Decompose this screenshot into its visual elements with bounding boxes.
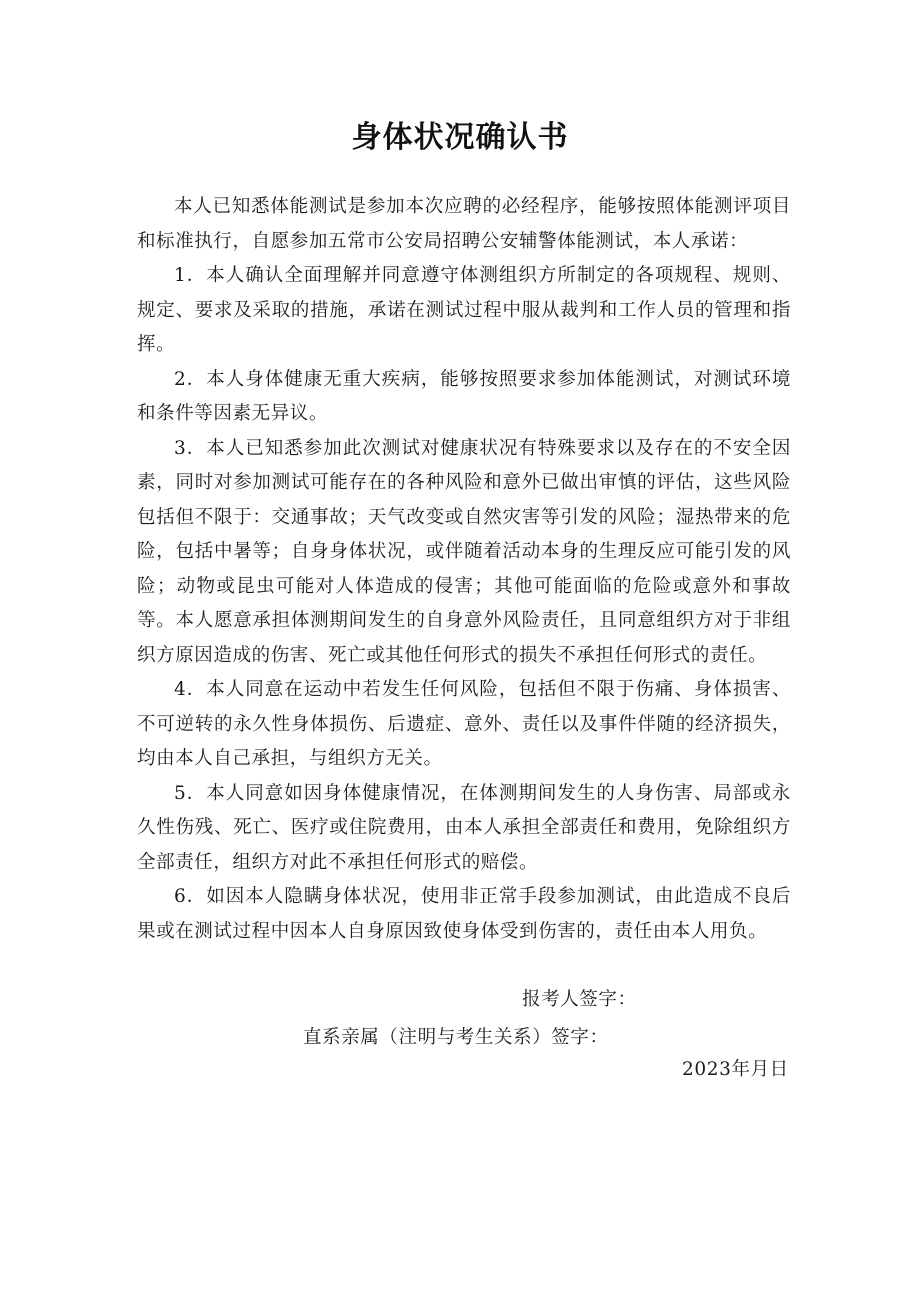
commitment-item-6: 6．如因本人隐瞒身体状况，使用非正常手段参加测试，由此造成不良后果或在测试过程中因本人自身原因致使身体受到伤害的，责任由本人用负。 [137,886,791,942]
commitment-item-1: 1．本人确认全面理解并同意遵守体测组织方所制定的各项规程、规则、规定、要求及采取的措施，承诺在测试过程中服从裁判和工作人员的管理和指挥。 [137,265,791,355]
commitment-item-5: 5．本人同意如因身体健康情况，在体测期间发生的人身伤害、局部或永久性伤残、死亡、医疗或住院费用，由本人承担全部责任和费用，免除组织方全部责任，组织方对此不承担任何形式的赔偿。 [137,782,791,873]
intro-paragraph: 本人已知悉体能测试是参加本次应聘的必经程序，能够按照体能测评项目和标准执行，自愿参加五常市公安局招聘公安辅警体能测试，本人承诺： [137,196,791,252]
relative-signature-label: 直系亲属（注明与考生关系）签字： [303,1027,609,1048]
candidate-signature-label: 报考人签字： [522,989,637,1010]
document-title: 身体状况确认书 [351,120,569,155]
document-body [137,190,791,949]
signature-date: 2023年月日 [682,1059,789,1080]
commitment-item-4: 4．本人同意在运动中若发生任何风险，包括但不限于伤痛、身体损害、不可逆转的永久性身体损伤、后遗症、意外、责任以及事件伴随的经济损失，均由本人自己承担，与组织方无关。 [137,679,791,769]
commitment-item-3: 3．本人已知悉参加此次测试对健康状况有特殊要求以及存在的不安全因素，同时对参加测试可能存在的各种风险和意外已做出审慎的评估，这些风险包括但不限于：交通事故；天气改变或自然灾害等引发的风险；湿热带来的危险，包括中暑等；自身身体状况，或伴随着活动本身的生理反应可能引发的风险；动物或昆虫可能对人体造成的侵害；其他可能面临的危险或意外和事故等。本人愿意承担体测期间发生的自身意外风险责任，且同意组织方对于非组织方原因造成的伤害、死亡或其他任何形式的损失不承担任何形式的责任。 [137,437,791,666]
commitment-item-2: 2．本人身体健康无重大疾病，能够按照要求参加体能测试，对测试环境和条件等因素无异议。 [137,368,791,424]
